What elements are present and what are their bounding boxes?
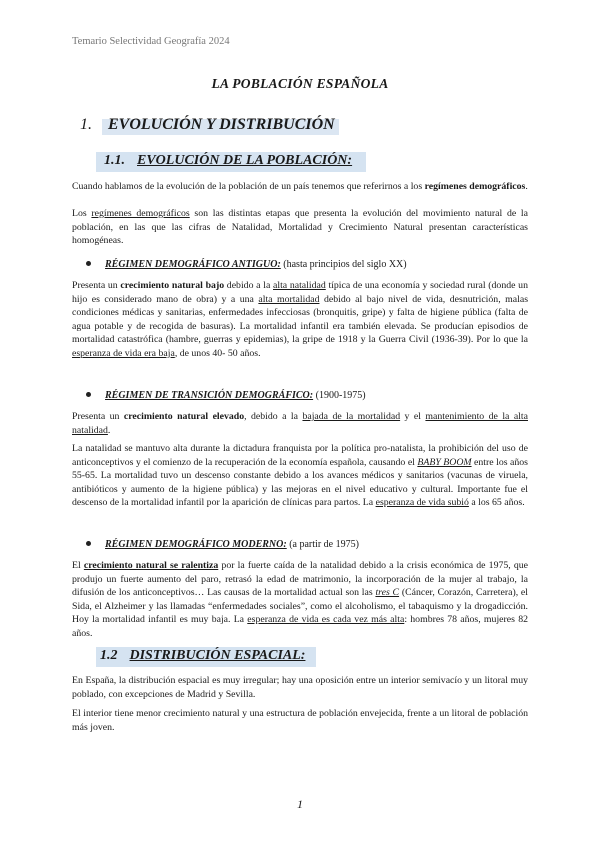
paragraph-distribucion-1: En España, la distribución espacial es muy irregular; hay una oposición entre un interior semivacío y un litoral muy poblado, con excepciones de Madrid y Sevilla. xyxy=(72,675,528,700)
text-run-underline: mantenimiento de la alta natalidad xyxy=(72,411,528,436)
document-title: LA POBLACIÓN ESPAÑOLA xyxy=(211,76,389,91)
intro-p2-text: Los xyxy=(72,208,92,219)
section-1-2-title: DISTRIBUCIÓN ESPACIAL: xyxy=(129,648,306,663)
text-run: : hombres 78 años, mujeres 82 años. xyxy=(72,614,528,639)
text-run: debido al bajo nivel de vida, desnutrición, malas condiciones médicas y sanitarias, enfermedades infecciosas (bronquitis, gripe) y falta de higiene pública (falta de agua potable y de recogida de basuras). La mortalidad infantil era también elevada. Se producían episodios de mortalidad catastrófica (hambre, guerras y epidemias), la gripe de 1918 y la Guerra Civil (1936-39). Por lo que la xyxy=(72,293,529,346)
text-run-underline: alta natalidad xyxy=(273,280,326,291)
text-run: y el xyxy=(400,411,426,422)
bullet-dot-icon xyxy=(86,261,91,266)
bullet-3-note: (a partir de 1975) xyxy=(286,539,359,550)
intro-p2-rest: son las distintas etapas que presenta la evolución del movimiento natural de la población, en las que las cifras de Natalidad, Mortalidad y Crecimiento Natural presentan características homogéneas. xyxy=(72,208,528,247)
intro-p1-emphasis: regímenes demográficos xyxy=(424,181,526,192)
text-run: El xyxy=(72,560,84,571)
text-run: , debido a la xyxy=(244,411,303,422)
text-run: por la fuerte caída de la natalidad debido a la crisis económica de 1975, que produjo un fuerte aumento del paro, retrasó la edad de matrimonio, la incorporación de la mujer al trabajo, la difusión de los anticonceptivos… Las causas de la mortalidad actual son las xyxy=(72,560,529,599)
text-run: a los 65 años. xyxy=(468,497,525,509)
paragraph-antiguo xyxy=(72,279,528,361)
text-run-underline: esperanza de vida es cada vez más alta xyxy=(247,614,405,626)
text-run: Presenta un xyxy=(72,280,121,291)
paragraph-transicion xyxy=(72,410,528,437)
bullet-1-title: RÉGIMEN DEMOGRÁFICO ANTIGUO: xyxy=(105,259,281,270)
text-run-underline: bajada de la mortalidad xyxy=(302,411,401,422)
section-1-title: EVOLUCIÓN Y DISTRIBUCIÓN xyxy=(108,116,335,133)
text-run-underline: esperanza de vida subió xyxy=(375,497,469,509)
section-1-heading xyxy=(80,116,335,134)
intro-paragraph-1 xyxy=(72,180,528,194)
bullet-dot-icon xyxy=(86,392,91,397)
text-run: (Cáncer, Corazón, Carretera), el Sida, el Alzheimer y las llamadas “enfermedades sociales”, como el alcoholismo, el tabaquismo y la drogadicción. Hoy la mortalidad infantil es muy baja. La xyxy=(72,587,528,626)
section-1-1-number: 1.1. xyxy=(104,153,125,168)
text-run-bold-underline: crecimiento natural se ralentiza xyxy=(83,560,219,571)
intro-p1-text: Cuando hablamos de la evolución de la población de un país tenemos que referirnos a los xyxy=(72,181,425,192)
text-run-bold: crecimiento natural bajo xyxy=(120,280,225,291)
text-run-italic-underline: tres C xyxy=(375,587,400,599)
section-1-1-heading xyxy=(104,153,352,169)
section-1-number: 1. xyxy=(80,116,92,133)
bullet-regimen-antiguo xyxy=(86,258,407,272)
text-run: Presenta un xyxy=(72,411,124,422)
text-run: entre los años 55-65. La mortalidad tuvo un descenso constante debido a los avances médicos y sanitarios (vacunas de viruela, antibióticos y aumento de la higiene pública) y las mejoras en el nivel educativo y cultural. Importante fue el descenso de la mortalidad infantil por la aparición de clínicas para partos. La xyxy=(72,456,528,509)
paragraph-natalidad xyxy=(72,442,528,510)
text-run-underline: esperanza de vida era baja xyxy=(72,347,175,359)
text-run: La natalidad se mantuvo alta durante la dictadura franquista por la política pro-natalista, la prohibición del uso de anticonceptivos y el comienzo de la recuperación de la economía española, causando el xyxy=(72,443,528,468)
section-1-1-title: EVOLUCIÓN DE LA POBLACIÓN: xyxy=(137,153,353,168)
text-run: . xyxy=(107,424,111,436)
paragraph-moderno xyxy=(72,559,528,641)
intro-p1-end: . xyxy=(525,181,528,192)
bullet-1-note: (hasta principios del siglo XX) xyxy=(280,259,407,270)
paragraph-distribucion-2: El interior tiene menor crecimiento natural y una estructura de población envejecida, frente a un litoral de población más joven. xyxy=(72,708,528,733)
page-header: Temario Selectividad Geografía 2024 xyxy=(72,36,230,47)
text-run: típica de una economía y sociedad rural (donde un hijo es considerado mano de obra) y a una xyxy=(72,280,528,305)
intro-paragraph-2 xyxy=(72,207,528,248)
bullet-3-title: RÉGIMEN DEMOGRÁFICO MODERNO: xyxy=(105,539,287,550)
bullet-dot-icon xyxy=(86,541,91,546)
page-number: 1 xyxy=(297,797,303,811)
text-run: debido a la xyxy=(224,280,273,291)
section-1-2-heading xyxy=(100,648,305,664)
bullet-regimen-transicion xyxy=(86,389,366,403)
section-1-2-number: 1.2 xyxy=(100,648,118,663)
bullet-regimen-moderno xyxy=(86,538,359,552)
text-run: , de unos 40- 50 años. xyxy=(174,347,261,359)
intro-p2-term: regímenes demográficos xyxy=(91,208,190,219)
text-run-italic-underline: BABY BOOM xyxy=(417,456,472,468)
bullet-2-title: RÉGIMEN DE TRANSICIÓN DEMOGRÁFICO: xyxy=(105,390,314,401)
text-run-bold: crecimiento natural elevado xyxy=(123,411,245,422)
text-run-underline: alta mortalidad xyxy=(258,293,320,305)
bullet-2-note: (1900-1975) xyxy=(313,390,366,401)
